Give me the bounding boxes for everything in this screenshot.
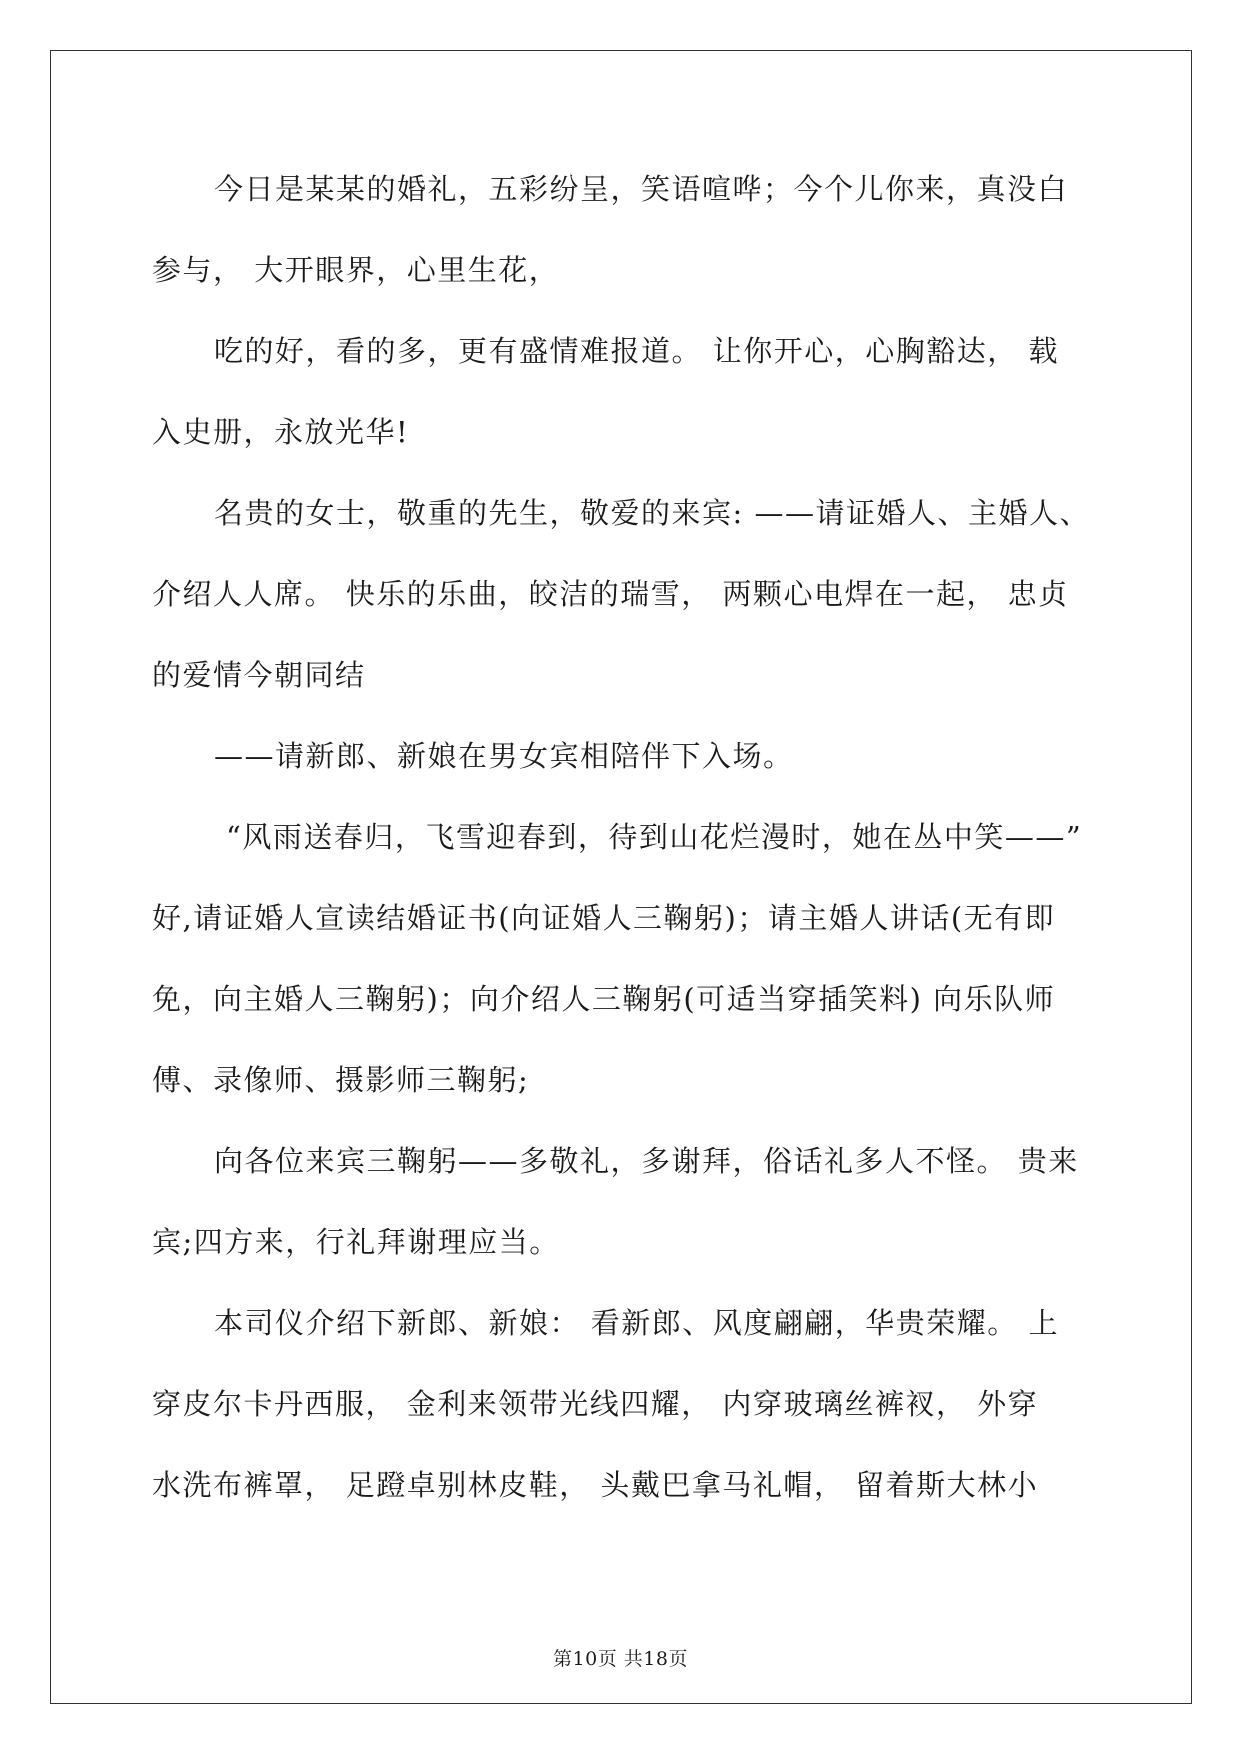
text-line: 向各位来宾三鞠躬——多敬礼，多谢拜，俗话礼多人不怪。 贵来 [214,1144,1079,1178]
text-line: 的爱情今朝同结 [152,658,366,692]
text-line: “风雨送春归，飞雪迎春到，待到山花烂漫时，她在丛中笑——” [226,820,1083,854]
text-line: 入史册，永放光华! [152,415,410,449]
text-line: 参与， 大开眼界，心里生花， [152,253,560,287]
document-body [152,158,1092,1535]
text-line: 傅、录像师、摄影师三鞠躬; [152,1063,530,1097]
text-line: 水洗布裤罩， 足蹬卓别林皮鞋， 头戴巴拿马礼帽， 留着斯大林小 [152,1468,1039,1502]
text-line: ——请新郎、新娘在男女宾相陪伴下入场。 [214,739,794,773]
text-line: 穿皮尔卡丹西服， 金利来领带光线四耀， 内穿玻璃丝裤衩， 外穿 [152,1387,1039,1421]
text-line: 免，向主婚人三鞠躬)；向介绍人三鞠躬(可适当穿插笑料) 向乐队师 [152,982,1056,1016]
text-line: 宾;四方来，行礼拜谢理应当。 [152,1225,560,1259]
text-line: 介绍人人席。 快乐的乐曲，皎洁的瑞雪， 两颗心电焊在一起， 忠贞 [152,577,1069,611]
page-number: 第10页 共18页 [553,1648,688,1670]
text-line: 名贵的女士，敬重的先生，敬爱的来宾: ——请证婚人、主婚人、 [214,496,1090,530]
text-line: 今日是某某的婚礼，五彩纷呈，笑语喧哗；今个儿你来，真没白 [214,172,1069,206]
text-line: 本司仪介绍下新郎、新娘： 看新郎、风度翩翩，华贵荣耀。 上 [214,1306,1059,1340]
text-line: 好,请证婚人宣读结婚证书(向证婚人三鞠躬)；请主婚人讲话(无有即 [152,901,1056,935]
text-line: 吃的好，看的多，更有盛情难报道。 让你开心，心胸豁达， 载 [214,334,1059,368]
